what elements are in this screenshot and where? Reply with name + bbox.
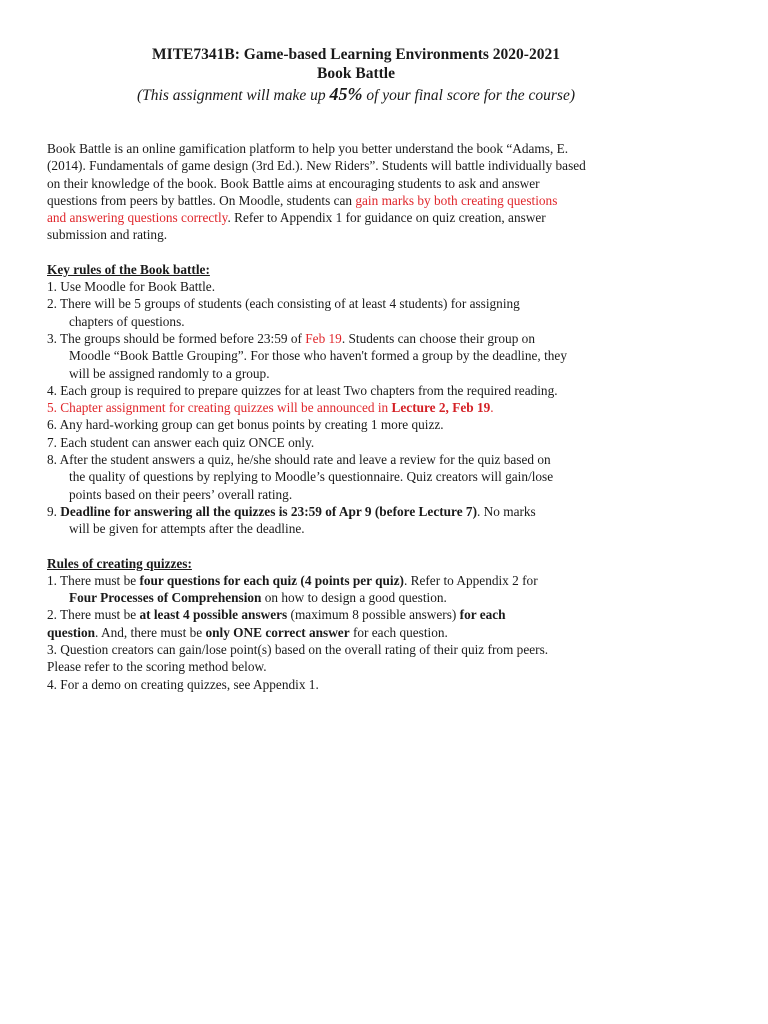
assignment-title: Book Battle: [317, 65, 395, 82]
highlight-text: gain marks by both creating questions: [355, 192, 558, 208]
key-rules-heading: Key rules of the Book battle:: [47, 261, 210, 277]
rule-item: [47, 676, 667, 693]
intro-line: on their knowledge of the book. Book Battle aims at encouraging students to ask and answer: [47, 175, 540, 191]
rule-text: [47, 572, 667, 589]
highlight-text: .: [490, 400, 494, 416]
rule-text: 7. Each student can answer each quiz ONCE only.: [47, 434, 315, 450]
rule-text-part: 2. There must be: [47, 607, 140, 623]
rule-text-part: for each question.: [349, 624, 448, 640]
rule-text: chapters of questions.: [69, 313, 185, 329]
highlight-text: Feb 19: [305, 330, 342, 346]
rule-text-part: 9.: [47, 503, 61, 519]
weight-note-post: of your final score for the course): [362, 87, 575, 104]
bold-text: at least 4 possible answers: [139, 607, 288, 623]
rule-text-part: (maximum 8 possible answers): [287, 607, 460, 623]
document-body: [47, 140, 667, 693]
rule-item: [47, 434, 667, 451]
intro-text: . Refer to Appendix 1 for guidance on quiz creation, answer: [227, 210, 546, 226]
rule-text: 4. For a demo on creating quizzes, see Appendix 1.: [47, 676, 319, 692]
quiz-rules-list: [47, 572, 667, 693]
highlight-bold-text: Lecture 2, Feb 19: [391, 400, 491, 416]
weight-percent: 45%: [329, 84, 363, 104]
title-block: [0, 45, 700, 106]
rule-text: Please refer to the scoring method below.: [47, 659, 267, 675]
deadline-text: Deadline for answering all the quizzes is 23:59 of Apr 9 (before Lecture 7): [60, 503, 478, 519]
rule-item: [47, 606, 667, 641]
rule-item: [47, 278, 667, 295]
course-title: MITE7341B: Game-based Learning Environments 2020-2021: [152, 46, 560, 63]
rule-text: 4. Each group is required to prepare quizzes for at least Two chapters from the required reading.: [47, 382, 558, 398]
rule-text: [47, 589, 667, 606]
intro-line: [47, 192, 667, 209]
intro-line: [47, 209, 667, 226]
intro-text: questions from peers by battles. On Moodle, students can: [47, 192, 356, 208]
weight-note: [12, 84, 700, 106]
rule-item: [47, 330, 667, 382]
rule-text: 8. After the student answers a quiz, he/she should rate and leave a review for the quiz based on: [47, 452, 551, 468]
intro-paragraph: [47, 140, 667, 244]
rule-text: 3. Question creators can gain/lose point(s) based on the overall rating of their quiz from peers.: [47, 642, 549, 658]
bold-text: for each: [459, 607, 506, 623]
rule-item: [47, 451, 667, 503]
quiz-rules-heading: Rules of creating quizzes:: [47, 555, 192, 571]
rule-item: [47, 503, 667, 538]
rule-text: the quality of questions by replying to Moodle’s questionnaire. Quiz creators will gain/lose: [69, 469, 554, 485]
rule-text-part: on how to design a good question.: [261, 590, 447, 606]
quiz-rules-section: [47, 555, 667, 693]
weight-note-pre: (This assignment will make up: [137, 87, 330, 104]
rule-text: 6. Any hard-working group can get bonus points by creating 1 more quizz.: [47, 417, 444, 433]
rule-text: Moodle “Book Battle Grouping”. For those who haven't formed a group by the deadline, they: [69, 348, 567, 364]
intro-line: Book Battle is an online gamification platform to help you better understand the book “Adams, E.: [47, 141, 569, 156]
rule-text: 2. There will be 5 groups of students (each consisting of at least 4 students) for assigning: [47, 296, 520, 312]
bold-text: Four Processes of Comprehension: [69, 590, 262, 606]
bold-text: four questions for each quiz (4 points per quiz): [139, 572, 404, 588]
rule-text: [47, 624, 667, 641]
rule-text-part: . Refer to Appendix 2 for: [403, 572, 538, 588]
rule-text: [47, 503, 667, 520]
rule-text: will be assigned randomly to a group.: [69, 365, 270, 381]
rule-item: [47, 399, 667, 416]
key-rules-section: [47, 261, 667, 538]
rule-text: points based on their peers’ overall rating.: [69, 486, 293, 502]
rule-text-part: . No marks: [477, 503, 536, 519]
intro-line: (2014). Fundamentals of game design (3rd Ed.). New Riders”. Students will battle individually based: [47, 158, 586, 174]
rule-item: [47, 416, 667, 433]
rule-text-part: 1. There must be: [47, 572, 140, 588]
rule-text: [47, 606, 667, 623]
rule-text-part: . Students can choose their group on: [341, 330, 535, 346]
rule-item: [47, 295, 667, 330]
rule-item: [47, 572, 667, 607]
bold-text: only ONE correct answer: [205, 624, 350, 640]
rule-item: [47, 382, 667, 399]
intro-line: submission and rating.: [47, 227, 168, 243]
bold-text: question: [47, 624, 96, 640]
rule-text-part: 3. The groups should be formed before 23:59 of: [47, 330, 306, 346]
rule-text: 1. Use Moodle for Book Battle.: [47, 279, 216, 295]
rule-text: will be given for attempts after the deadline.: [69, 521, 305, 537]
rule-text: [47, 399, 667, 416]
rule-item: [47, 641, 667, 676]
rule-text: [47, 330, 667, 347]
highlight-text: and answering questions correctly: [47, 210, 228, 226]
key-rules-list: [47, 278, 667, 537]
highlight-text: 5. Chapter assignment for creating quizzes will be announced in: [47, 400, 392, 416]
rule-text-part: . And, there must be: [95, 624, 206, 640]
